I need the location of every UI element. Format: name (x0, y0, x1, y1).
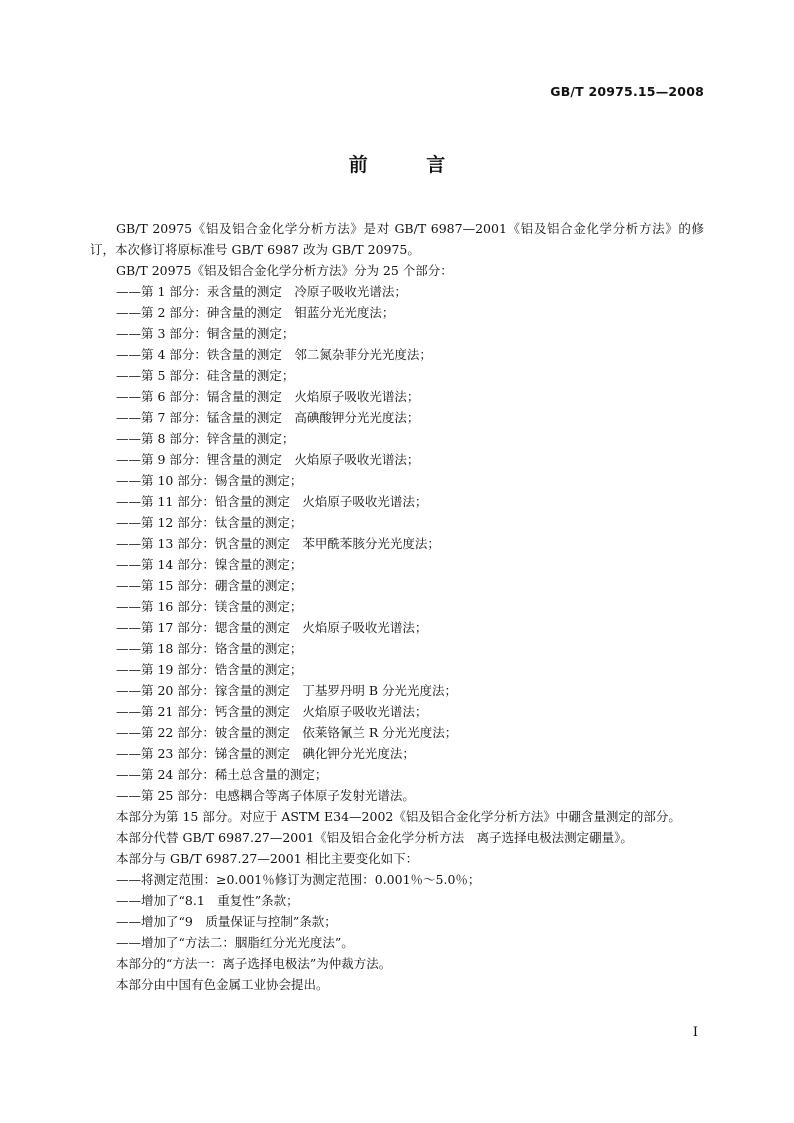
list-item: ——第 24 部分：稀土总含量的测定； (116, 767, 328, 782)
list-item: ——第 14 部分：镍含量的测定； (116, 557, 303, 572)
list-item: ——第 12 部分：钛含量的测定； (116, 515, 303, 530)
list-item: ——第 25 部分：电感耦合等离子体原子发射光谱法。 (116, 788, 415, 803)
list-item: ——增加了“9 质量保证与控制”条款； (116, 914, 337, 929)
page-title: 前 言 (348, 154, 472, 176)
list-item: ——第 6 部分：镉含量的测定 火焰原子吸收光谱法； (116, 389, 420, 404)
changes-intro-paragraph: 本部分与 GB/T 6987.27—2001 相比主要变化如下： (116, 851, 419, 866)
list-item: ——第 19 部分：锆含量的测定； (116, 662, 303, 677)
list-item: ——第 7 部分：锰含量的测定 高碘酸钾分光光度法； (116, 410, 420, 425)
parts-list (90, 281, 704, 806)
list-item: ——第 8 部分：锌含量的测定； (116, 431, 295, 446)
changes-list (90, 869, 704, 953)
correspondence-paragraph: 本部分为第 15 部分。对应于 ASTM E34—2002《铝及铝合金化学分析方法》中硼含量测定的部分。 (116, 809, 681, 824)
list-item: ——第 15 部分：硼含量的测定； (116, 578, 303, 593)
intro-paragraph-1: GB/T 20975《铝及铝合金化学分析方法》是对 GB/T 6987—2001《铝及铝合金化学分析方法》的修订，本次修订将原标准号 GB/T 6987 改为 GB/T 20975。 (90, 221, 704, 257)
preface-body (90, 218, 704, 995)
replaces-paragraph: 本部分代替 GB/T 6987.27—2001《铝及铝合金化学分析方法 离子选择电极法测定硼量》。 (116, 830, 633, 845)
list-item: ——第 22 部分：铍含量的测定 依莱铬氰兰 R 分光光度法； (116, 725, 458, 740)
list-item: ——第 1 部分：汞含量的测定 冷原子吸收光谱法； (116, 284, 407, 299)
list-item: ——第 10 部分：锡含量的测定； (116, 473, 303, 488)
list-item: ——第 9 部分：锂含量的测定 火焰原子吸收光谱法； (116, 452, 420, 467)
list-item: ——第 18 部分：铬含量的测定； (116, 641, 303, 656)
list-item: ——增加了“8.1 重复性”条款； (116, 893, 299, 908)
intro-paragraph-2: GB/T 20975《铝及铝合金化学分析方法》分为 25 个部分： (116, 263, 453, 278)
list-item: ——第 4 部分：铁含量的测定 邻二氮杂菲分光光度法； (116, 347, 432, 362)
list-item: ——第 13 部分：钒含量的测定 苯甲酰苯胲分光光度法； (116, 536, 440, 551)
list-item: ——第 2 部分：砷含量的测定 钼蓝分光光度法； (116, 305, 395, 320)
list-item: ——第 17 部分：锶含量的测定 火焰原子吸收光谱法； (116, 620, 428, 635)
list-item: ——第 21 部分：钙含量的测定 火焰原子吸收光谱法； (116, 704, 428, 719)
standard-code: GB/T 20975.15—2008 (550, 84, 704, 99)
list-item: ——增加了“方法二：胭脂红分光光度法”。 (116, 935, 354, 950)
list-item: ——第 20 部分：镓含量的测定 丁基罗丹明 B 分光光度法； (116, 683, 457, 698)
list-item: ——将测定范围：≥0.001％修订为测定范围：0.001％～5.0％； (116, 872, 481, 887)
arbitration-paragraph: 本部分的“方法一：离子选择电极法”为仲裁方法。 (116, 956, 392, 971)
list-item: ——第 23 部分：锑含量的测定 碘化钾分光光度法； (116, 746, 415, 761)
list-item: ——第 11 部分：铅含量的测定 火焰原子吸收光谱法； (116, 494, 428, 509)
list-item: ——第 16 部分：镁含量的测定； (116, 599, 303, 614)
list-item: ——第 5 部分：硅含量的测定； (116, 368, 295, 383)
page-number: I (692, 1025, 698, 1040)
proposed-by-paragraph: 本部分由中国有色金属工业协会提出。 (116, 977, 329, 992)
list-item: ——第 3 部分：铜含量的测定； (116, 326, 295, 341)
